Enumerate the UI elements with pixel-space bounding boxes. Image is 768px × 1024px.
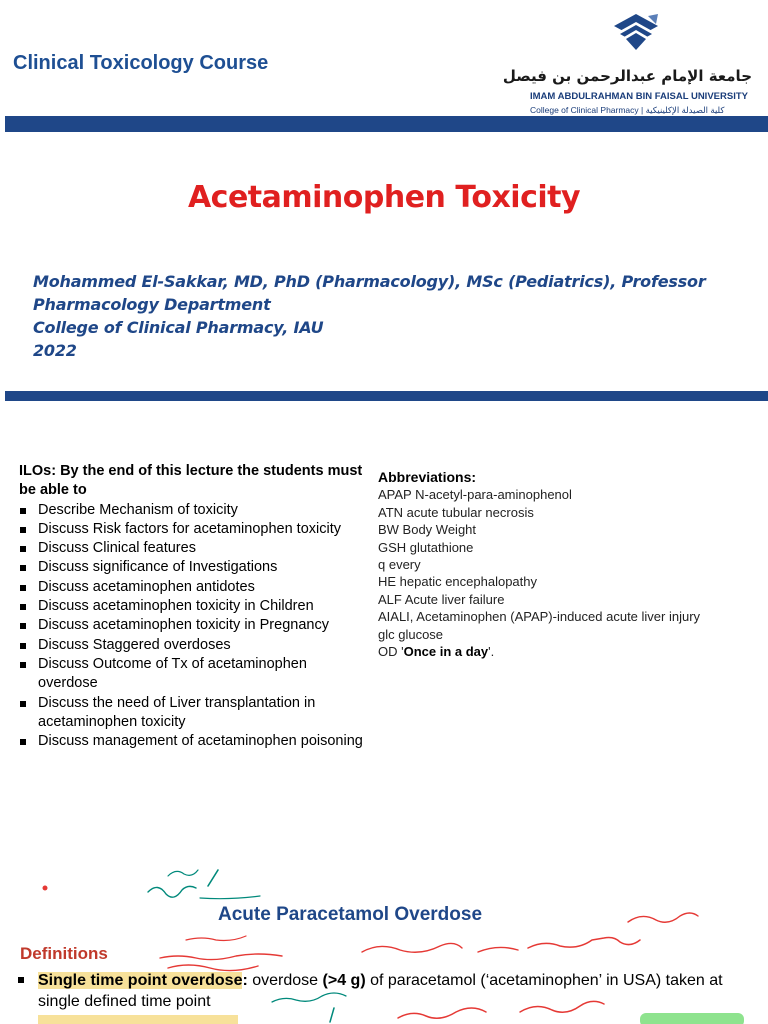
definition-pre: overdose xyxy=(247,972,323,989)
lecture-title: Acetaminophen Toxicity xyxy=(187,180,581,215)
author-line: College of Clinical Pharmacy, IAU xyxy=(33,318,324,337)
college-name: College of Clinical Pharmacy | كلية الصيدلة الإكلينيكية xyxy=(530,105,725,115)
ilo-item: Discuss Outcome of Tx of acetaminophen overdose xyxy=(19,655,369,694)
author-block xyxy=(33,270,706,362)
abbreviation-item: AIALI, Acetaminophen (APAP)-induced acute liver injury xyxy=(378,609,701,625)
university-logo-mark xyxy=(610,12,662,52)
author-line: Pharmacology Department xyxy=(33,295,271,314)
abbreviations-section xyxy=(378,469,768,660)
ilos-list xyxy=(19,501,369,752)
definition-single-time-point xyxy=(18,970,768,1012)
ilo-item: Discuss the need of Liver transplantation in acetaminophen toxicity xyxy=(19,694,369,733)
definitions-label: Definitions xyxy=(20,944,108,963)
footer-divider-bar xyxy=(5,391,768,401)
abbreviation-item: glc glucose xyxy=(378,626,444,642)
abbreviations-heading: Abbreviations: xyxy=(378,469,477,485)
ilos-section xyxy=(19,462,369,751)
definition-rest: of paracetamol (‘acetaminophen’ in USA) taken at single defined time point xyxy=(38,972,723,1010)
od-prefix: OD ' xyxy=(378,644,404,660)
author-line: 2022 xyxy=(33,341,77,360)
abbreviation-od xyxy=(378,643,768,660)
university-logo xyxy=(502,12,760,115)
author-line: Mohammed El-Sakkar, MD, PhD (Pharmacology), MSc (Pediatrics), Professor xyxy=(33,272,706,291)
ilo-item: Discuss acetaminophen toxicity in Pregnancy xyxy=(19,616,369,635)
ilo-item: Describe Mechanism of toxicity xyxy=(19,501,369,520)
highlighted-term: Single time point overdose xyxy=(38,972,243,989)
highlighted-term-cutoff xyxy=(38,1015,238,1024)
ilo-item: Discuss Staggered overdoses xyxy=(19,636,369,655)
ilo-item: Discuss management of acetaminophen poisoning xyxy=(19,732,369,751)
abbreviation-item: HE hepatic encephalopathy xyxy=(378,574,538,590)
university-name-arabic: جامعة الإمام عبدالرحمن بن فيصل xyxy=(502,67,752,85)
bullet-marker xyxy=(18,977,24,983)
green-highlight-cutoff xyxy=(640,1013,744,1024)
abbreviation-item: BW Body Weight xyxy=(378,522,477,538)
od-bold: Once in a day xyxy=(403,644,489,660)
acute-overdose-title: Acute Paracetamol Overdose xyxy=(218,904,483,925)
definition-dose: (>4 g) xyxy=(322,972,366,989)
od-suffix: '. xyxy=(488,644,495,660)
abbreviation-item: ALF Acute liver failure xyxy=(378,591,505,607)
abbreviation-item: GSH glutathione xyxy=(378,539,474,555)
ilo-item: Discuss Clinical features xyxy=(19,539,369,558)
university-name-english: IMAM ABDULRAHMAN BIN FAISAL UNIVERSITY xyxy=(530,91,748,102)
definition-text xyxy=(38,970,768,1012)
course-title: Clinical Toxicology Course xyxy=(13,52,269,74)
header-divider-bar xyxy=(5,116,768,132)
abbreviation-item: ATN acute tubular necrosis xyxy=(378,504,534,520)
definition-colon: : xyxy=(242,972,248,989)
ilo-item: Discuss significance of Investigations xyxy=(19,558,369,577)
ilos-heading: ILOs: By the end of this lecture the students must be able to xyxy=(19,463,363,499)
abbreviation-item: q every xyxy=(378,557,421,573)
ilo-item: Discuss acetaminophen toxicity in Children xyxy=(19,597,369,616)
abbreviation-item: APAP N-acetyl-para-aminophenol xyxy=(378,487,572,503)
ilo-item: Discuss Risk factors for acetaminophen toxicity xyxy=(19,520,369,539)
ilo-item: Discuss acetaminophen antidotes xyxy=(19,578,369,597)
